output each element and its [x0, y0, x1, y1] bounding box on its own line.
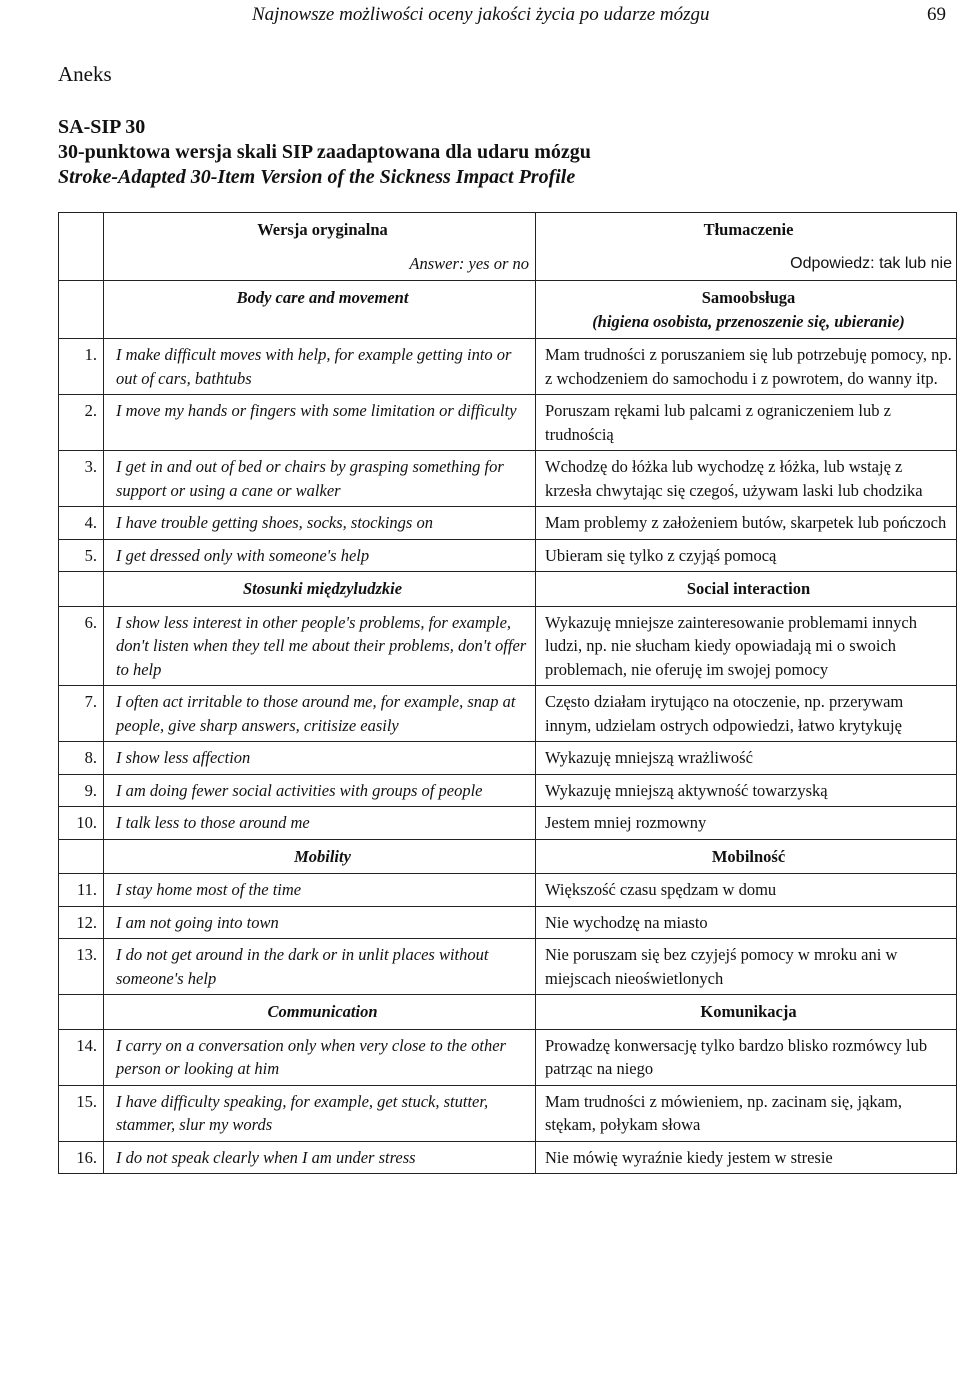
item-text-pl: Wykazuję mniejsze zainteresowanie problemami innych ludzi, np. nie słucham kiedy opowiadają mi o swoich problemach, nie oferuję im swojej pomocy: [536, 606, 957, 686]
column-header-original: Wersja oryginalna: [104, 213, 536, 247]
section-header-row: [59, 995, 957, 1030]
document-subtitle-english: Stroke-Adapted 30-Item Version of the Sickness Impact Profile: [58, 166, 576, 188]
table-row: [59, 539, 957, 572]
item-number: 9.: [59, 774, 104, 807]
table-row: [59, 686, 957, 742]
answer-instruction-en: Answer: yes or no: [104, 247, 536, 281]
item-text-en: I have trouble getting shoes, socks, stockings on: [104, 507, 536, 540]
item-number: 16.: [59, 1141, 104, 1174]
table-row: [59, 906, 957, 939]
section-title-en: Stosunki międzyludzkie: [104, 572, 536, 607]
section-title-pl-main: Samoobsługa: [701, 288, 796, 307]
appendix-label: Aneks: [58, 62, 112, 86]
table-row: [59, 1085, 957, 1141]
item-number: 7.: [59, 686, 104, 742]
table-row: [59, 874, 957, 907]
item-text-pl: Nie poruszam się bez czyjejś pomocy w mroku ani w miejscach nieoświetlonych: [536, 939, 957, 995]
section-title-en: Body care and movement: [104, 281, 536, 339]
item-number: 14.: [59, 1029, 104, 1085]
item-text-en: I move my hands or fingers with some limitation or difficulty: [104, 395, 536, 451]
item-number: 2.: [59, 395, 104, 451]
table-row: [59, 1029, 957, 1085]
item-text-pl: Często działam irytująco na otoczenie, np. przerywam innym, udzielam ostrych odpowiedzi, łatwo krytykuję: [536, 686, 957, 742]
table-row: [59, 774, 957, 807]
item-text-en: I stay home most of the time: [104, 874, 536, 907]
item-number: 15.: [59, 1085, 104, 1141]
page-number: 69: [927, 4, 946, 25]
item-text-en: I show less interest in other people's problems, for example, don't listen when they tell me about their problems, don't offer to help: [104, 606, 536, 686]
item-number: 8.: [59, 742, 104, 775]
section-title-pl-main: Mobilność: [711, 846, 786, 866]
item-text-pl: Wchodzę do łóżka lub wychodzę z łóżka, lub wstaję z krzesła chwytając się czegoś, używam laski lub chodzika: [536, 451, 957, 507]
section-title-pl: [536, 839, 957, 874]
item-number: 10.: [59, 807, 104, 840]
item-text-en: I have difficulty speaking, for example, get stuck, stutter, stammer, slur my words: [104, 1085, 536, 1141]
item-text-pl: Większość czasu spędzam w domu: [536, 874, 957, 907]
section-title-pl: [536, 281, 957, 339]
table-row: [59, 339, 957, 395]
item-text-pl: Mam trudności z mówieniem, np. zacinam się, jąkam, stękam, połykam słowa: [536, 1085, 957, 1141]
table-row: [59, 606, 957, 686]
section-title-pl-main: Komunikacja: [700, 1002, 797, 1021]
item-number: 4.: [59, 507, 104, 540]
item-text-pl: Wykazuję mniejszą aktywność towarzyską: [536, 774, 957, 807]
section-title-en: Communication: [104, 995, 536, 1030]
item-text-en: I get in and out of bed or chairs by grasping something for support or using a cane or walker: [104, 451, 536, 507]
table-row: [59, 507, 957, 540]
table-row: [59, 1141, 957, 1174]
section-title-en: Mobility: [104, 839, 536, 874]
section-title-pl-main: Social interaction: [686, 579, 811, 598]
item-text-en: I do not get around in the dark or in unlit places without someone's help: [104, 939, 536, 995]
table-row: [59, 807, 957, 840]
section-title-pl: [536, 572, 957, 607]
table-row: [59, 939, 957, 995]
section-header-row: [59, 572, 957, 607]
item-text-pl: Prowadzę konwersację tylko bardzo blisko rozmówcy lub patrząc na niego: [536, 1029, 957, 1085]
item-text-pl: Mam trudności z poruszaniem się lub potrzebuję pomocy, np. z wchodzeniem do samochodu i z powrotem, do wanny itp.: [536, 339, 957, 395]
item-text-en: I am not going into town: [104, 906, 536, 939]
item-number: 12.: [59, 906, 104, 939]
section-subtitle-pl: (higiena osobista, przenoszenie się, ubieranie): [592, 311, 905, 331]
item-number: 3.: [59, 451, 104, 507]
sa-sip-table: [58, 212, 957, 1174]
item-text-en: I show less affection: [104, 742, 536, 775]
item-text-pl: Jestem mniej rozmowny: [536, 807, 957, 840]
item-text-pl: Poruszam rękami lub palcami z ograniczeniem lub z trudnością: [536, 395, 957, 451]
section-header-row: [59, 281, 957, 339]
item-text-en: I do not speak clearly when I am under stress: [104, 1141, 536, 1174]
answer-instruction-pl: Odpowiedz: tak lub nie: [536, 247, 957, 281]
document-subtitle: 30-punktowa wersja skali SIP zaadaptowana dla udaru mózgu: [58, 141, 591, 163]
document-title: SA-SIP 30: [58, 116, 146, 138]
item-number: 1.: [59, 339, 104, 395]
table-row: [59, 395, 957, 451]
item-text-en: I am doing fewer social activities with groups of people: [104, 774, 536, 807]
item-text-en: I often act irritable to those around me, for example, snap at people, give sharp answers, critisize easily: [104, 686, 536, 742]
running-title: Najnowsze możliwości oceny jakości życia po udarze mózgu: [252, 4, 710, 25]
section-title-pl: [536, 995, 957, 1030]
item-text-pl: Mam problemy z założeniem butów, skarpetek lub pończoch: [536, 507, 957, 540]
item-text-en: I carry on a conversation only when very close to the other person or looking at him: [104, 1029, 536, 1085]
item-text-pl: Ubieram się tylko z czyjąś pomocą: [536, 539, 957, 572]
item-text-pl: Nie wychodzę na miasto: [536, 906, 957, 939]
column-header-row: [59, 213, 957, 247]
item-number: 13.: [59, 939, 104, 995]
table-row: [59, 742, 957, 775]
item-number: 11.: [59, 874, 104, 907]
item-number: 6.: [59, 606, 104, 686]
column-header-translation: Tłumaczenie: [536, 213, 957, 247]
running-head: [0, 4, 960, 28]
item-text-en: I make difficult moves with help, for example getting into or out of cars, bathtubs: [104, 339, 536, 395]
section-header-row: [59, 839, 957, 874]
item-text-pl: Nie mówię wyraźnie kiedy jestem w stresie: [536, 1141, 957, 1174]
item-text-en: I talk less to those around me: [104, 807, 536, 840]
table-row: [59, 451, 957, 507]
item-text-pl: Wykazuję mniejszą wrażliwość: [536, 742, 957, 775]
item-text-en: I get dressed only with someone's help: [104, 539, 536, 572]
answer-row: [59, 247, 957, 281]
item-number: 5.: [59, 539, 104, 572]
